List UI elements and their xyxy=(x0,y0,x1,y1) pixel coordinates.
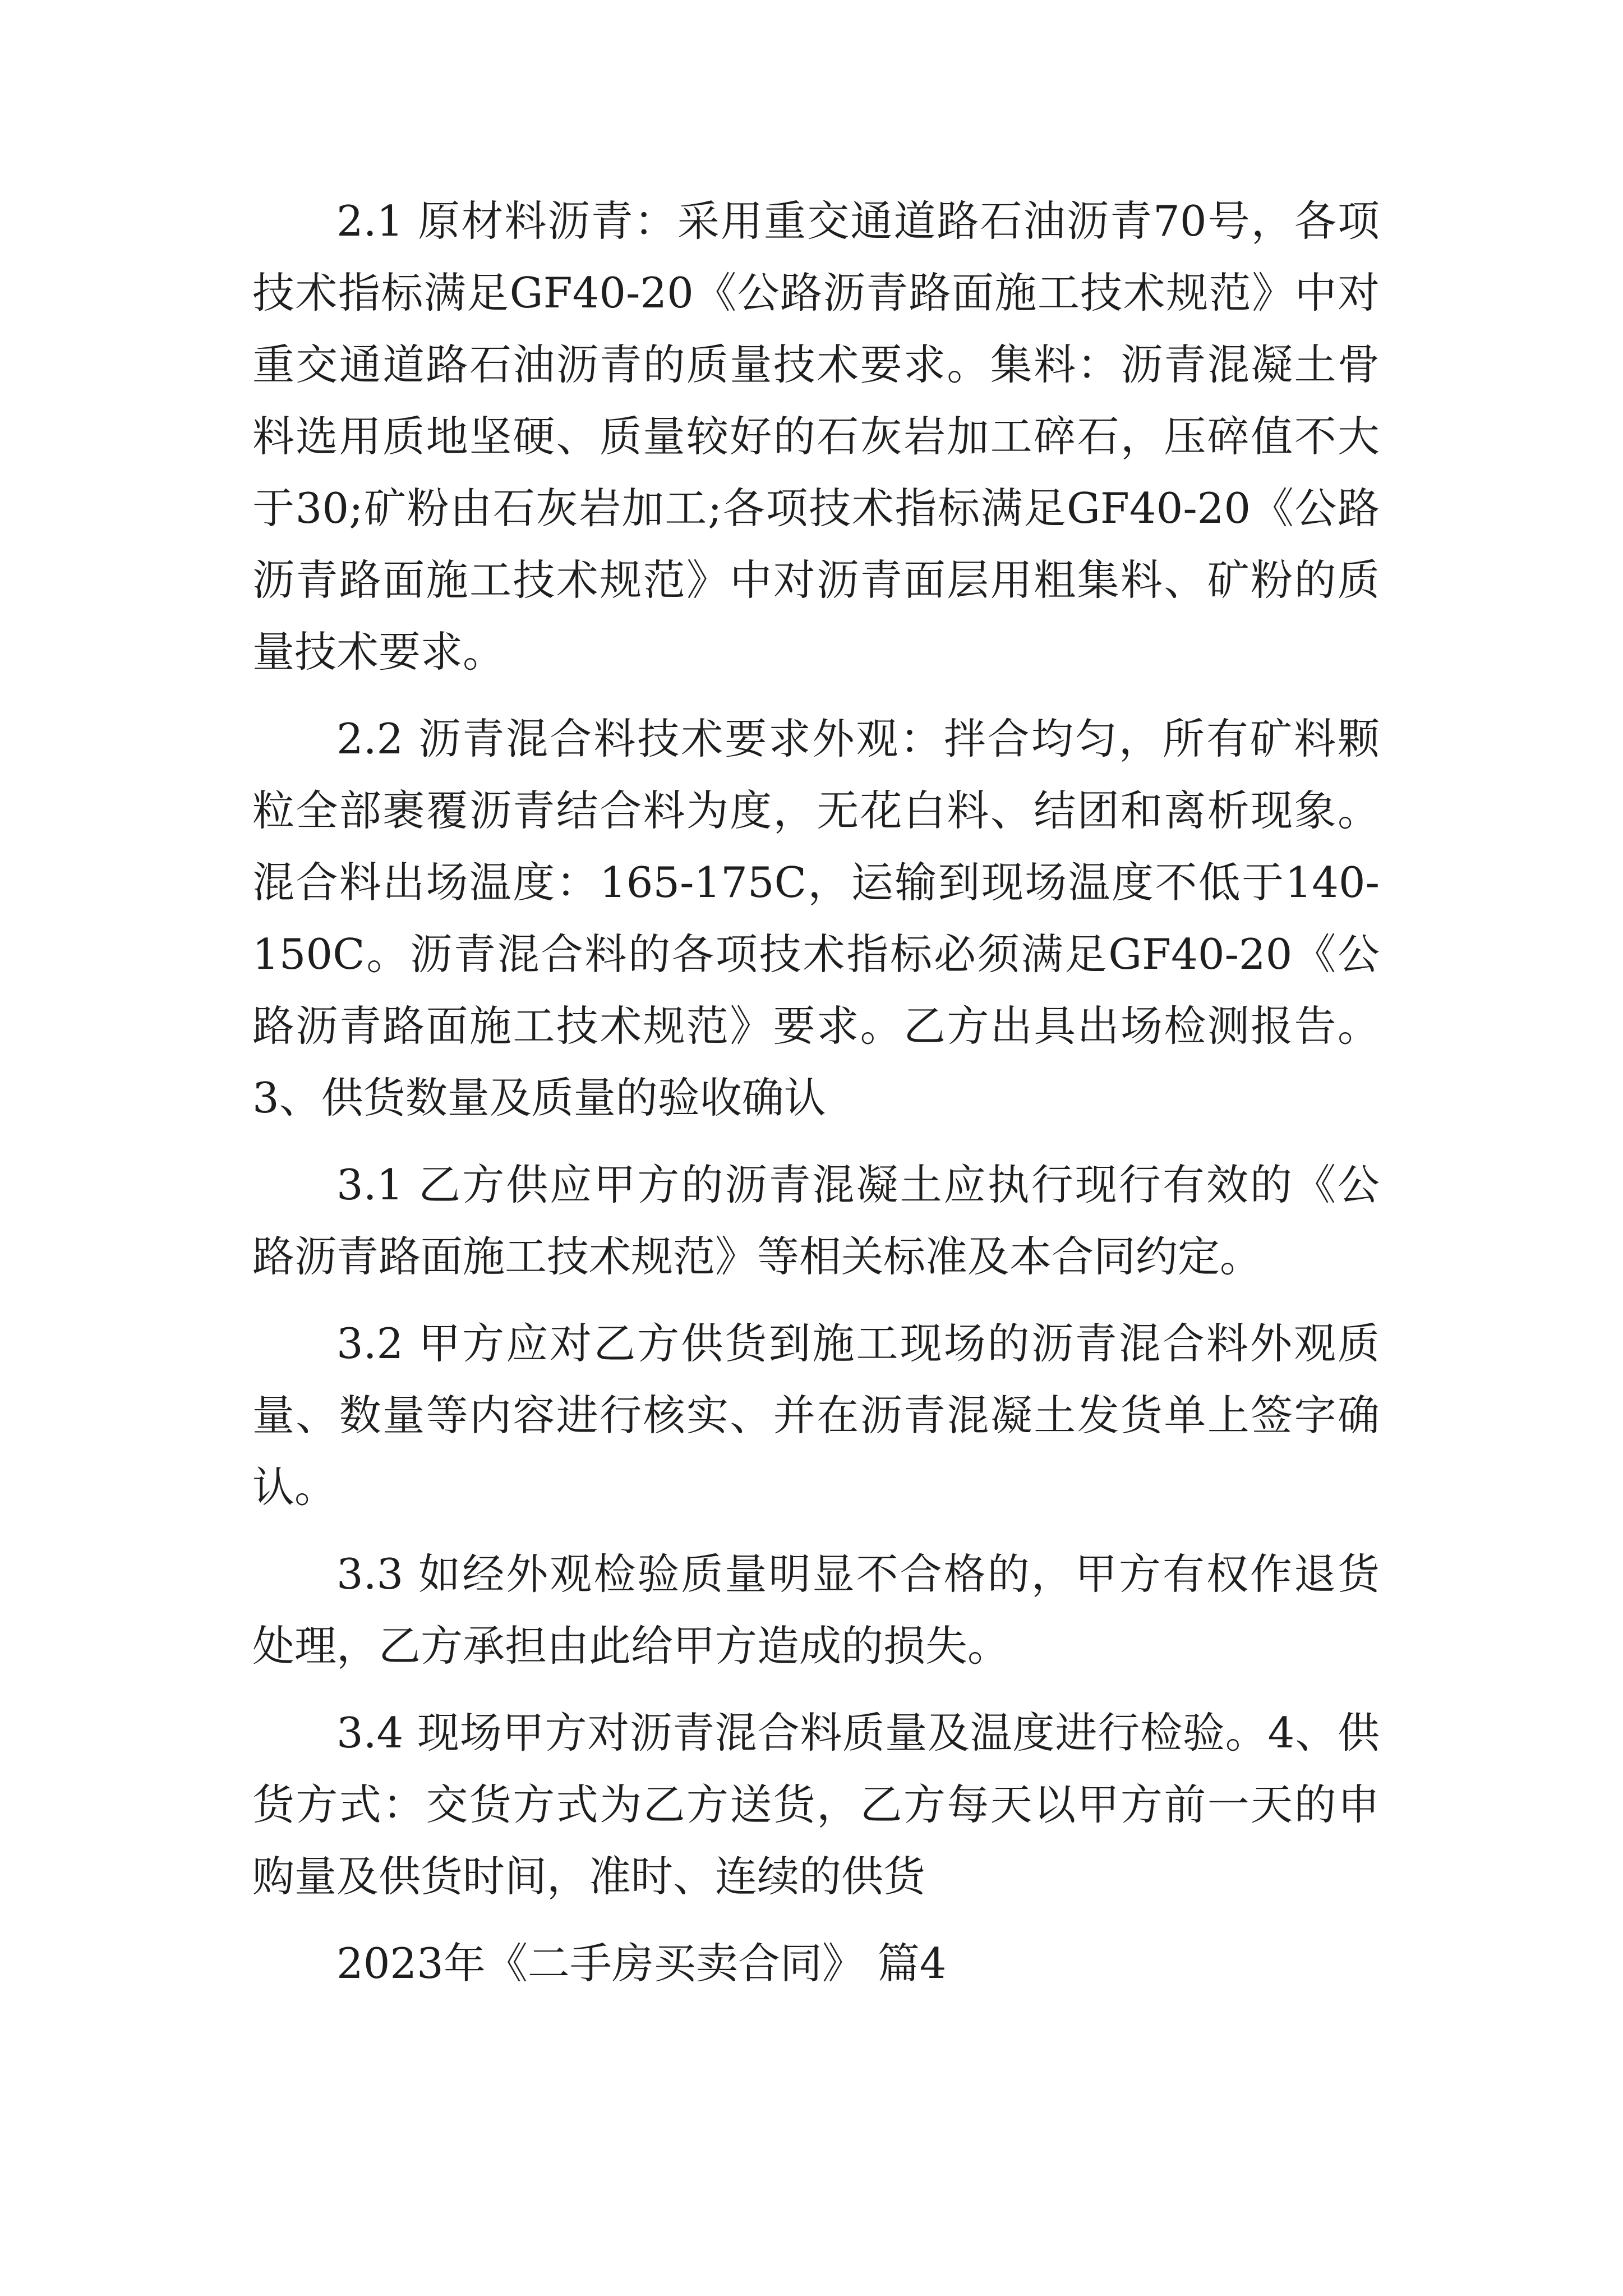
paragraph-3-3: 3.3 如经外观检验质量明显不合格的，甲方有权作退货处理，乙方承担由此给甲方造成的损失。 xyxy=(252,1549,1380,1671)
section-heading: 2023年《二手房买卖合同》 篇4 xyxy=(336,1939,947,1988)
paragraph-3-4: 3.4 现场甲方对沥青混合料质量及温度进行检验。4、供货方式：交货方式为乙方送货，乙方每天以甲方前一天的申购量及供货时间，准时、连续的供货 xyxy=(252,1708,1380,1901)
paragraph-2-1: 2.1 原材料沥青：采用重交通道路石油沥青70号，各项技术指标满足GF40-20《公路沥青路面施工技术规范》中对重交通道路石油沥青的质量技术要求。集料：沥青混凝土骨料选用质地坚硬、质量较好的石灰岩加工碎石，压碎值不大于30;矿粉由石灰岩加工;各项技术指标满足GF40-20《公路沥青路面施工技术规范》中对沥青面层用粗集料、矿粉的质量技术要求。 xyxy=(252,196,1380,677)
document-body xyxy=(252,185,1380,1999)
paragraph-3-2: 3.2 甲方应对乙方供货到施工现场的沥青混合料外观质量、数量等内容进行核实、并在沥青混凝土发货单上签字确认。 xyxy=(252,1319,1380,1512)
paragraph-3-1: 3.1 乙方供应甲方的沥青混凝土应执行现行有效的《公路沥青路面施工技术规范》等相关标准及本合同约定。 xyxy=(252,1160,1380,1281)
paragraph-2-2: 2.2 沥青混合料技术要求外观：拌合均匀，所有矿料颗粒全部裹覆沥青结合料为度，无花白料、结团和离析现象。混合料出场温度：165-175C，运输到现场温度不低于140-150C。沥青混合料的各项技术指标必须满足GF40-20《公路沥青路面施工技术规范》要求。乙方出具出场检测报告。3、供货数量及质量的验收确认 xyxy=(252,714,1380,1122)
